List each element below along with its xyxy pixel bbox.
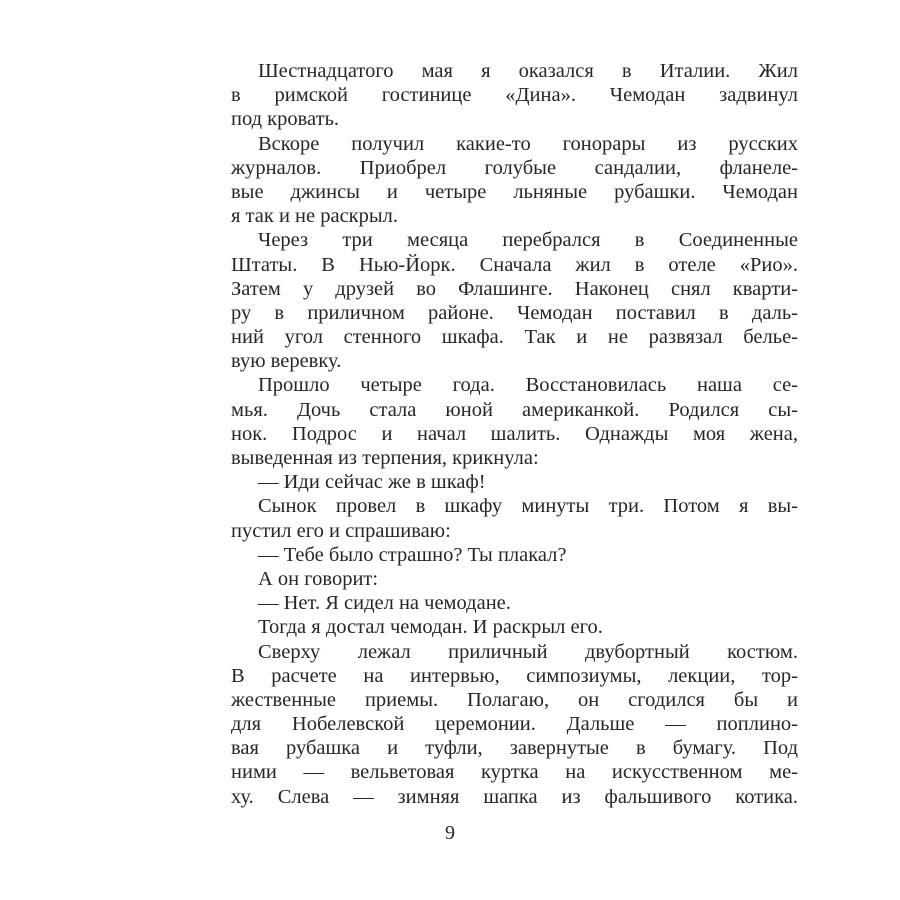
text-line: для Нобелевской церемонии. Дальше — поплино- <box>231 713 798 736</box>
text-line: жественные приемы. Полагаю, он сгодился бы и <box>231 688 798 711</box>
text-line: выведенная из терпения, крикнула: <box>231 447 539 469</box>
text-line: — Иди сейчас же в шкаф! <box>258 471 486 494</box>
text-line: Затем у друзей во Флашинге. Наконец снял кварти- <box>231 277 798 300</box>
text-line: Вскоре получил какие-то гонорары из русских <box>258 132 798 155</box>
text-line: Через три месяца перебрался в Соединенные <box>258 229 798 252</box>
page-number: 9 <box>445 822 455 844</box>
text-line: я так и не раскрыл. <box>231 205 399 228</box>
text-line: Тогда я достал чемодан. И раскрыл его. <box>258 616 603 639</box>
text-line: в римской гостинице «Дина». Чемодан задвинул <box>231 84 798 107</box>
text-line: мья. Дочь стала юной американкой. Родился сы- <box>231 398 798 421</box>
text-line: вую веревку. <box>231 350 342 373</box>
text-line: Прошло четыре года. Восстановилась наша се- <box>258 374 798 397</box>
text-line: Шестнадцатого мая я оказался в Италии. Жил <box>258 60 798 82</box>
text-line: журналов. Приобрел голубые сандалии, фланеле- <box>231 156 798 179</box>
text-line: Сынок провел в шкафу минуты три. Потом я вы- <box>258 495 798 518</box>
body-text <box>231 59 798 809</box>
text-line: Штаты. В Нью-Йорк. Сначала жил в отеле «Рио». <box>231 253 798 276</box>
text-line: ними — вельветовая куртка на искусственном ме- <box>231 761 798 784</box>
text-line: В расчете на интервью, симпозиумы, лекции, тор- <box>231 664 798 687</box>
text-line: нок. Подрос и начал шалить. Однажды моя жена, <box>231 422 798 445</box>
text-line: вая рубашка и туфли, завернутые в бумагу. Под <box>231 737 798 760</box>
text-line: — Тебе было страшно? Ты плакал? <box>258 543 567 566</box>
text-line: — Нет. Я сидел на чемодане. <box>258 592 511 615</box>
text-line: ху. Слева — зимняя шапка из фальшивого котика. <box>231 785 798 808</box>
text-line: ру в приличном районе. Чемодан поставил в даль- <box>231 301 798 324</box>
text-line: вые джинсы и четыре льняные рубашки. Чемодан <box>231 180 798 203</box>
text-line: А он говорит: <box>258 567 379 590</box>
text-line: под кровать. <box>231 108 340 131</box>
text-line: пустил его и спрашиваю: <box>231 519 451 542</box>
text-line: ний угол стенного шкафа. Так и не развязал белье- <box>231 326 798 349</box>
text-line: Сверху лежал приличный двубортный костюм. <box>258 640 798 663</box>
